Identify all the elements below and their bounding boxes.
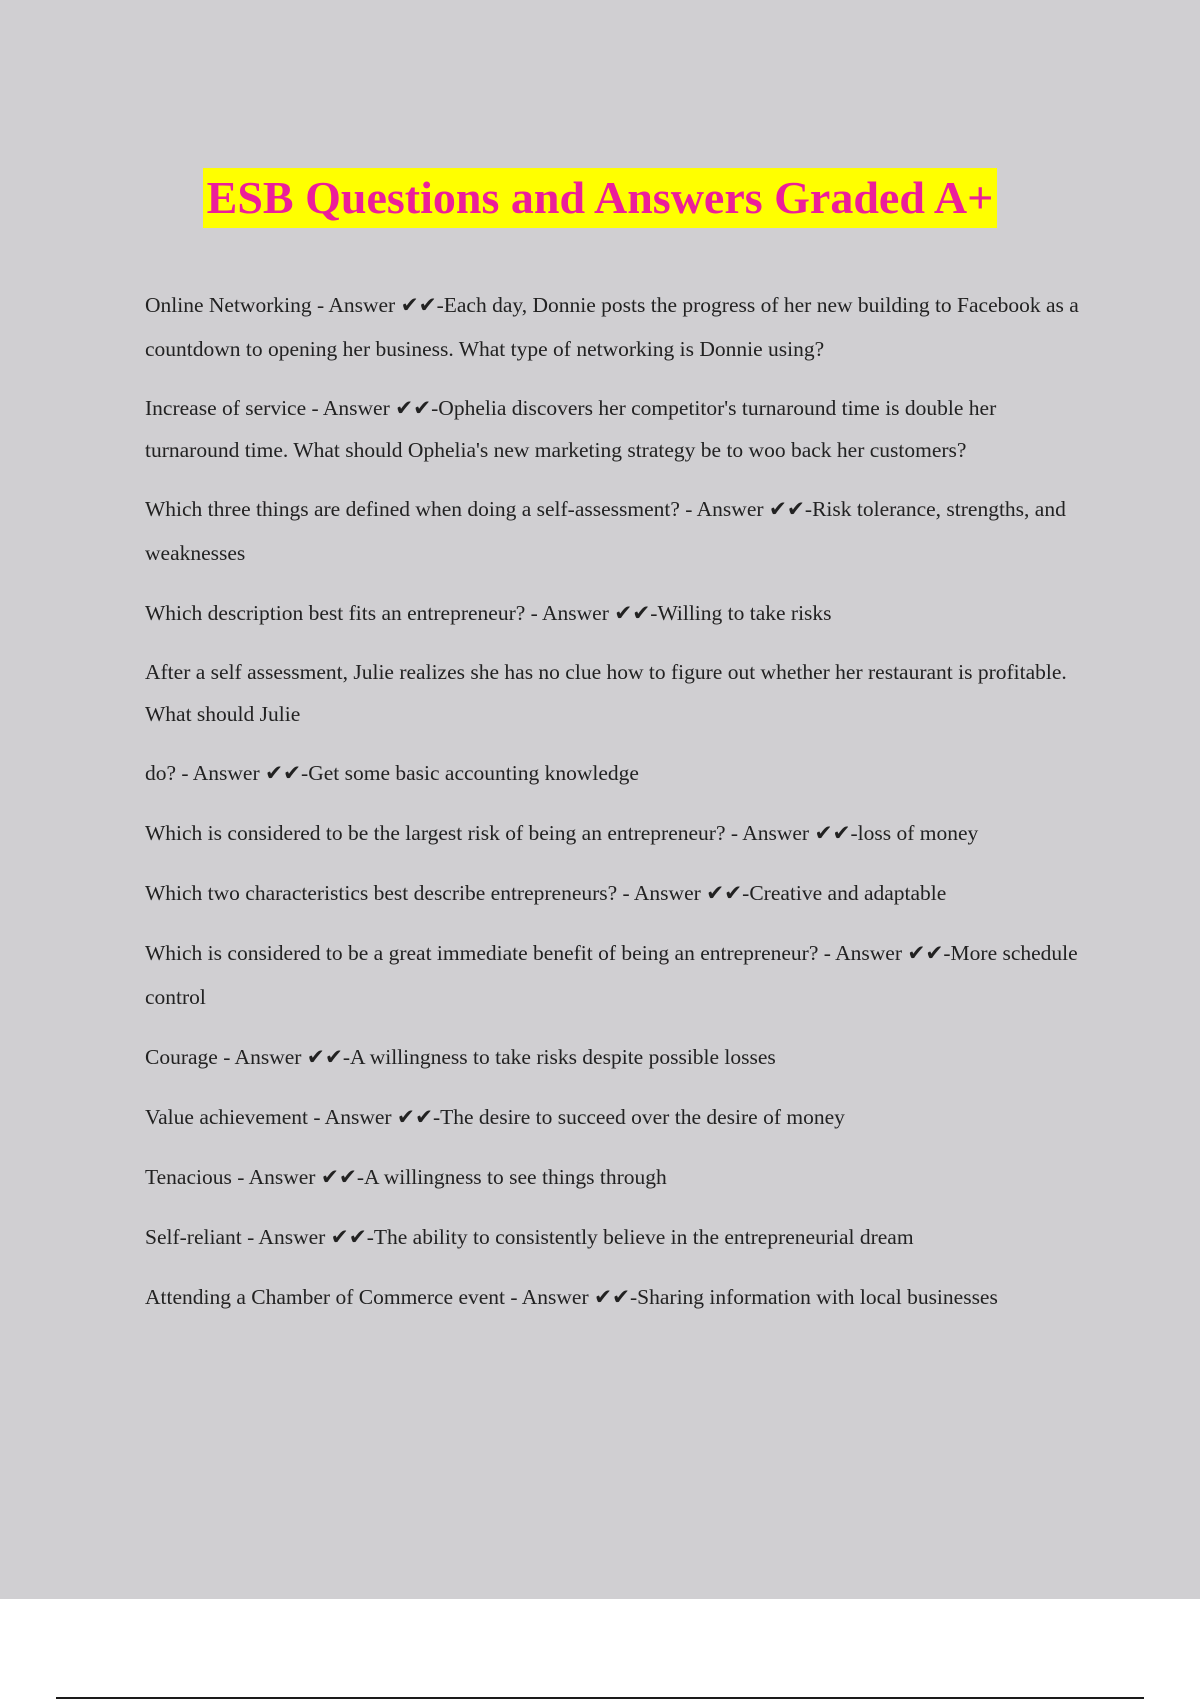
- qa-item: Tenacious - Answer ✔✔-A willingness to see things through: [145, 1165, 667, 1189]
- qa-item: Attending a Chamber of Commerce event - Answer ✔✔-Sharing information with local businesses: [145, 1285, 998, 1309]
- qa-item: Courage - Answer ✔✔-A willingness to take risks despite possible losses: [145, 1045, 776, 1069]
- document-title: ESB Questions and Answers Graded A+: [203, 168, 998, 228]
- title-container: [0, 168, 1200, 228]
- qa-item: Which three things are defined when doing a self-assessment? - Answer ✔✔-Risk tolerance, strengths, and weaknesses: [145, 497, 1066, 565]
- qa-item: Which is considered to be the largest risk of being an entrepreneur? - Answer ✔✔-loss of money: [145, 821, 979, 845]
- qa-item: Which description best fits an entrepreneur? - Answer ✔✔-Willing to take risks: [145, 601, 832, 625]
- qa-item: Increase of service - Answer ✔✔-Ophelia discovers her competitor's turnaround time is double her turnaround time. What should Ophelia's new marketing strategy be to woo back her customers?: [145, 396, 997, 462]
- qa-item: Which two characteristics best describe entrepreneurs? - Answer ✔✔-Creative and adaptable: [145, 881, 947, 905]
- next-page-divider: [56, 1697, 1144, 1699]
- qa-item: Online Networking - Answer ✔✔-Each day, Donnie posts the progress of her new building to Facebook as a countdown to opening her business. What type of networking is Donnie using?: [145, 293, 1079, 361]
- qa-item: Self-reliant - Answer ✔✔-The ability to consistently believe in the entrepreneurial dream: [145, 1225, 914, 1249]
- qa-item: do? - Answer ✔✔-Get some basic accounting knowledge: [145, 761, 639, 785]
- qa-item: After a self assessment, Julie realizes she has no clue how to figure out whether her restaurant is profitable. What should Julie: [145, 660, 1067, 726]
- qa-item: Value achievement - Answer ✔✔-The desire to succeed over the desire of money: [145, 1105, 845, 1129]
- qa-item: Which is considered to be a great immediate benefit of being an entrepreneur? - Answer ✔✔-More schedule control: [145, 941, 1078, 1009]
- qa-list: [145, 283, 1090, 1319]
